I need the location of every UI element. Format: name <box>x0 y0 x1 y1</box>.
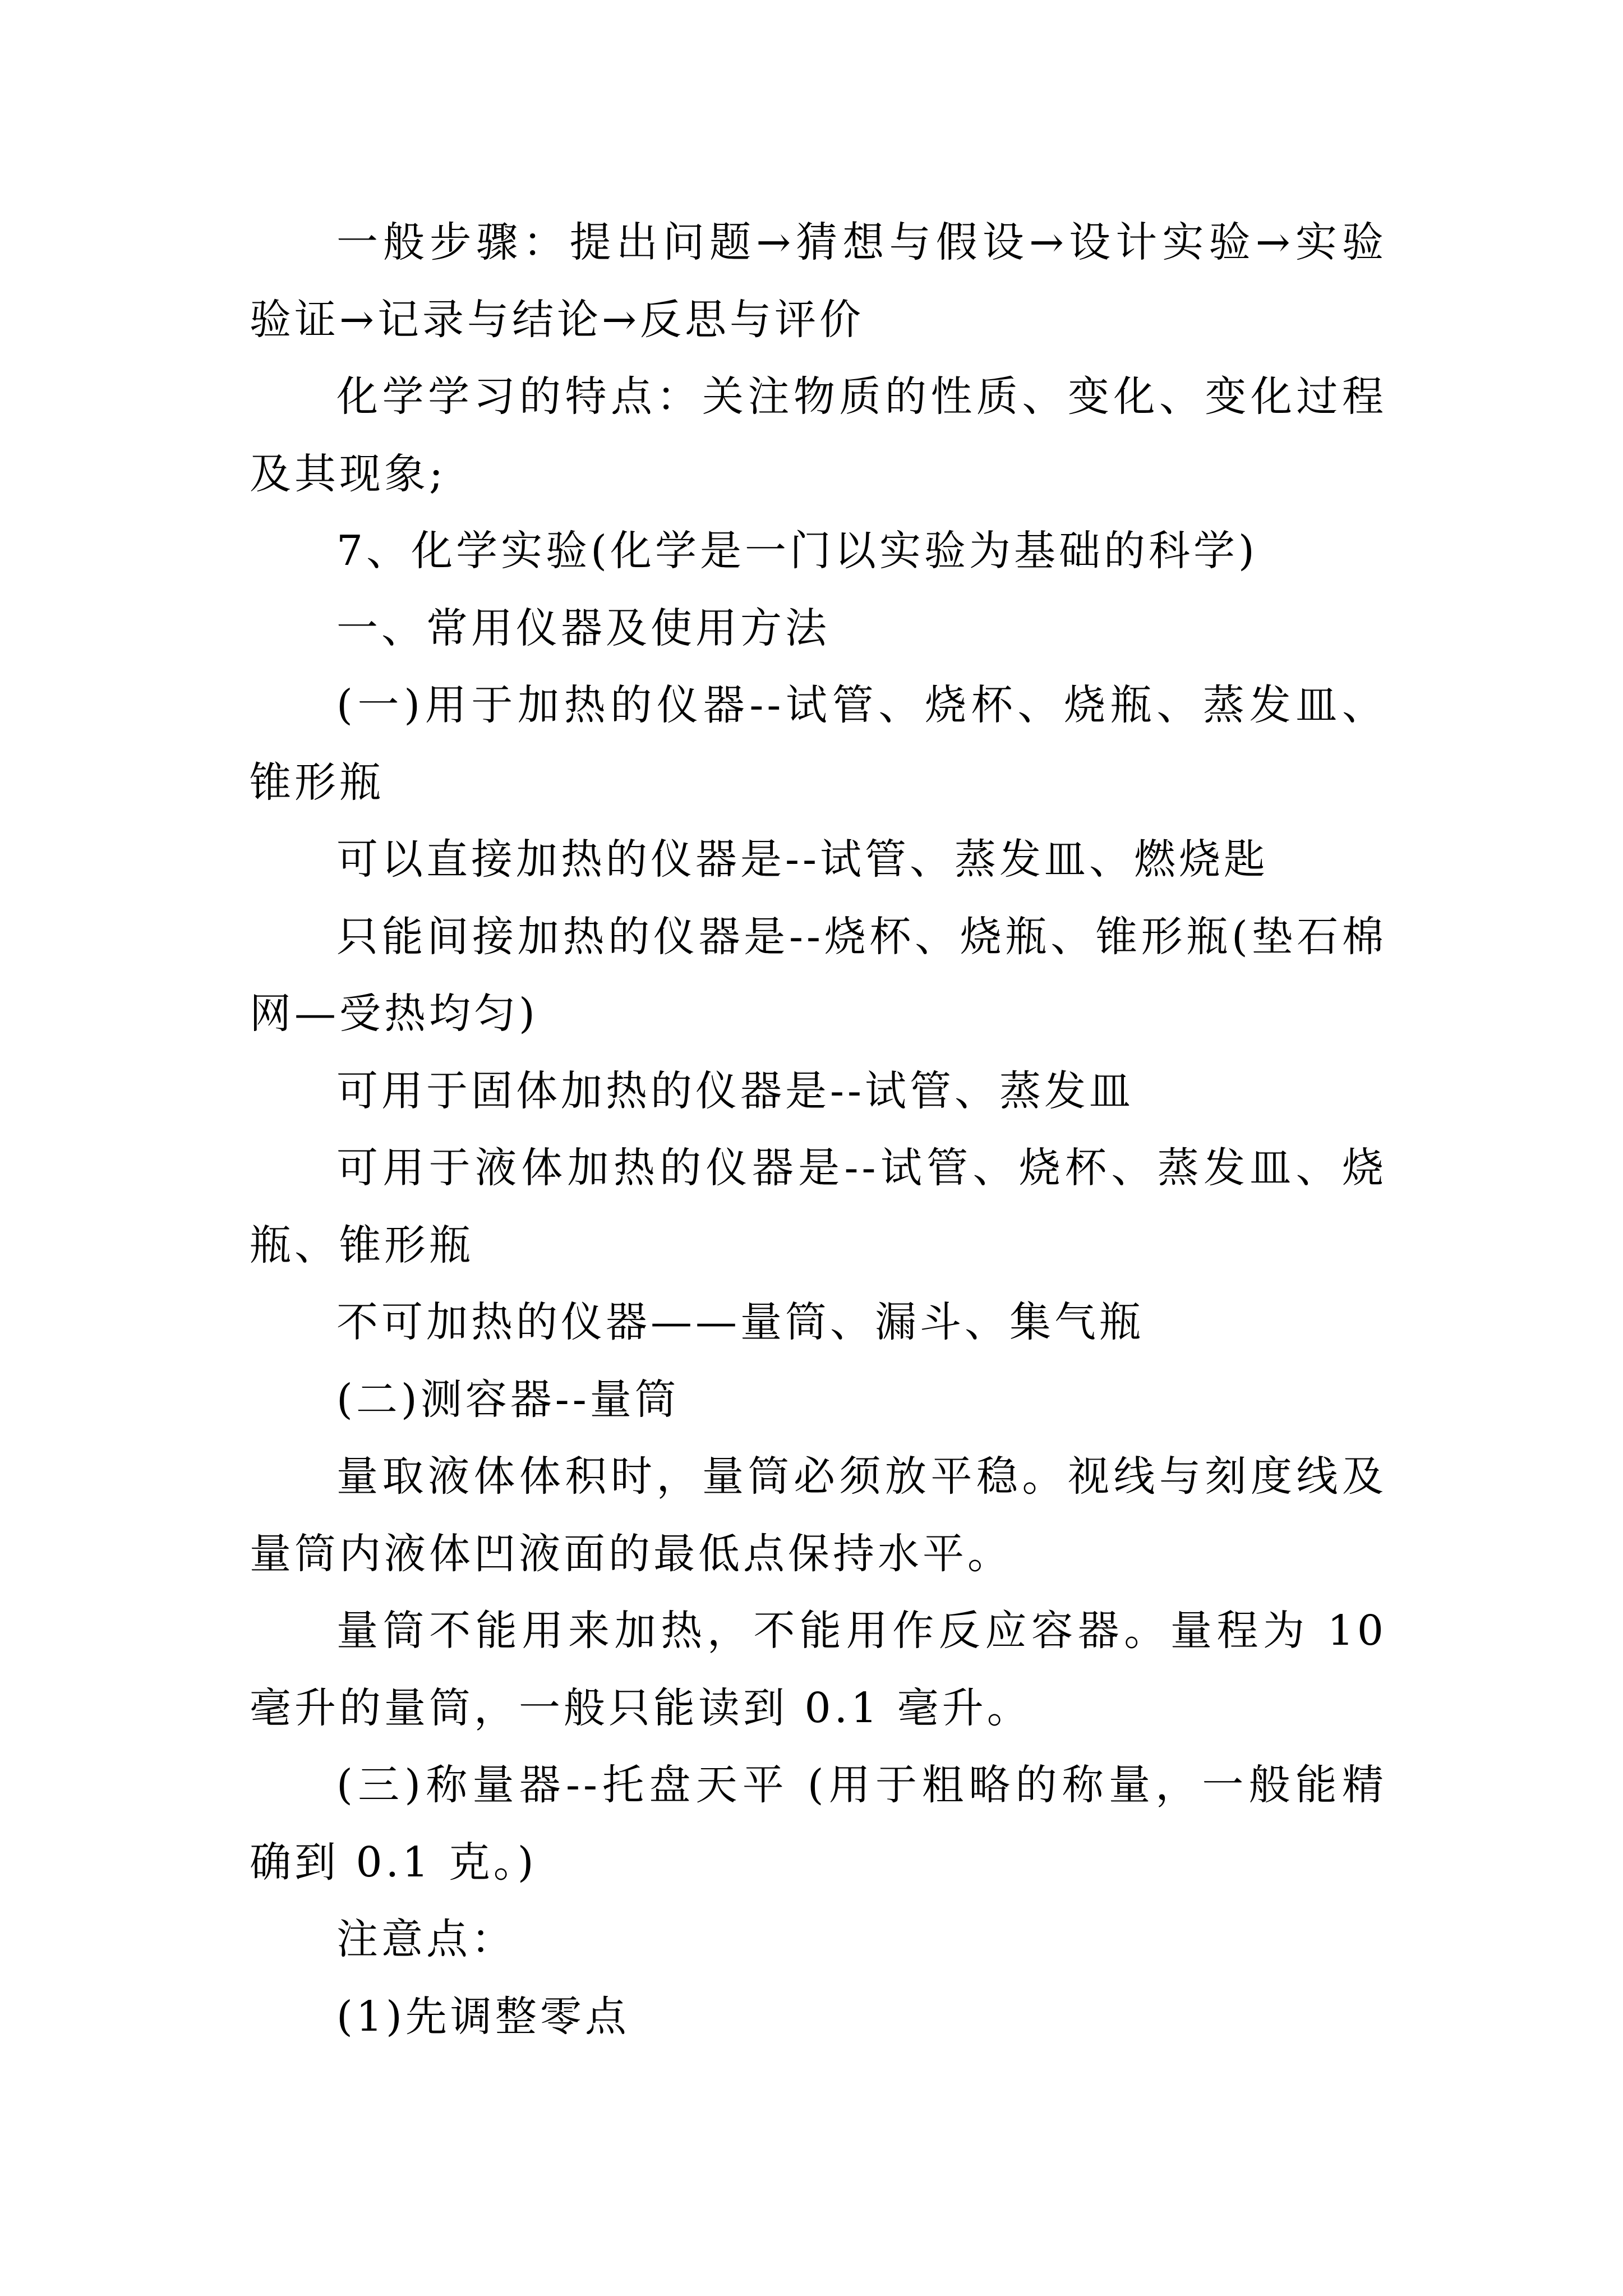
paragraph-measuring-cylinder-heading: (二)测容器--量筒 <box>336 1375 680 1424</box>
document-body <box>250 204 1387 2055</box>
paragraph-learning-features: 化学学习的特点：关注物质的性质、变化、变化过程及其现象; <box>250 372 1387 498</box>
paragraph-balance-heading: (三)称量器--托盘天平 (用于粗略的称量，一般能精确到 0.1 克。) <box>250 1761 1387 1887</box>
paragraph-general-steps: 一般步骤：提出问题→猜想与假设→设计实验→实验验证→记录与结论→反思与评价 <box>250 218 1387 344</box>
paragraph-notes-heading: 注意点： <box>336 1915 516 1963</box>
paragraph-non-heatable: 不可加热的仪器——量筒、漏斗、集气瓶 <box>336 1298 1144 1346</box>
paragraph-indirect-heating: 只能间接加热的仪器是--烧杯、烧瓶、锥形瓶(垫石棉网—受热均匀) <box>250 912 1387 1038</box>
paragraph-direct-heating: 可以直接加热的仪器是--试管、蒸发皿、燃烧匙 <box>336 835 1269 884</box>
paragraph-section-7-chemistry-experiment: 7、化学实验(化学是一门以实验为基础的科学) <box>336 527 1258 575</box>
paragraph-measuring-volume: 量取液体体积时，量筒必须放平稳。视线与刻度线及量筒内液体凹液面的最低点保持水平。 <box>250 1452 1387 1578</box>
paragraph-cylinder-precision: 量筒不能用来加热，不能用作反应容器。量程为 10 毫升的量筒，一般只能读到 0.1 毫升。 <box>250 1607 1387 1732</box>
paragraph-liquid-heating: 可用于液体加热的仪器是--试管、烧杯、蒸发皿、烧瓶、锥形瓶 <box>250 1144 1387 1269</box>
paragraph-note-1: (1)先调整零点 <box>336 1992 630 2041</box>
paragraph-common-instruments-heading: 一、常用仪器及使用方法 <box>336 604 830 652</box>
paragraph-heating-instruments: (一)用于加热的仪器--试管、烧杯、烧瓶、蒸发皿、锥形瓶 <box>250 681 1387 807</box>
paragraph-solid-heating: 可用于固体加热的仪器是--试管、蒸发皿 <box>336 1066 1135 1115</box>
